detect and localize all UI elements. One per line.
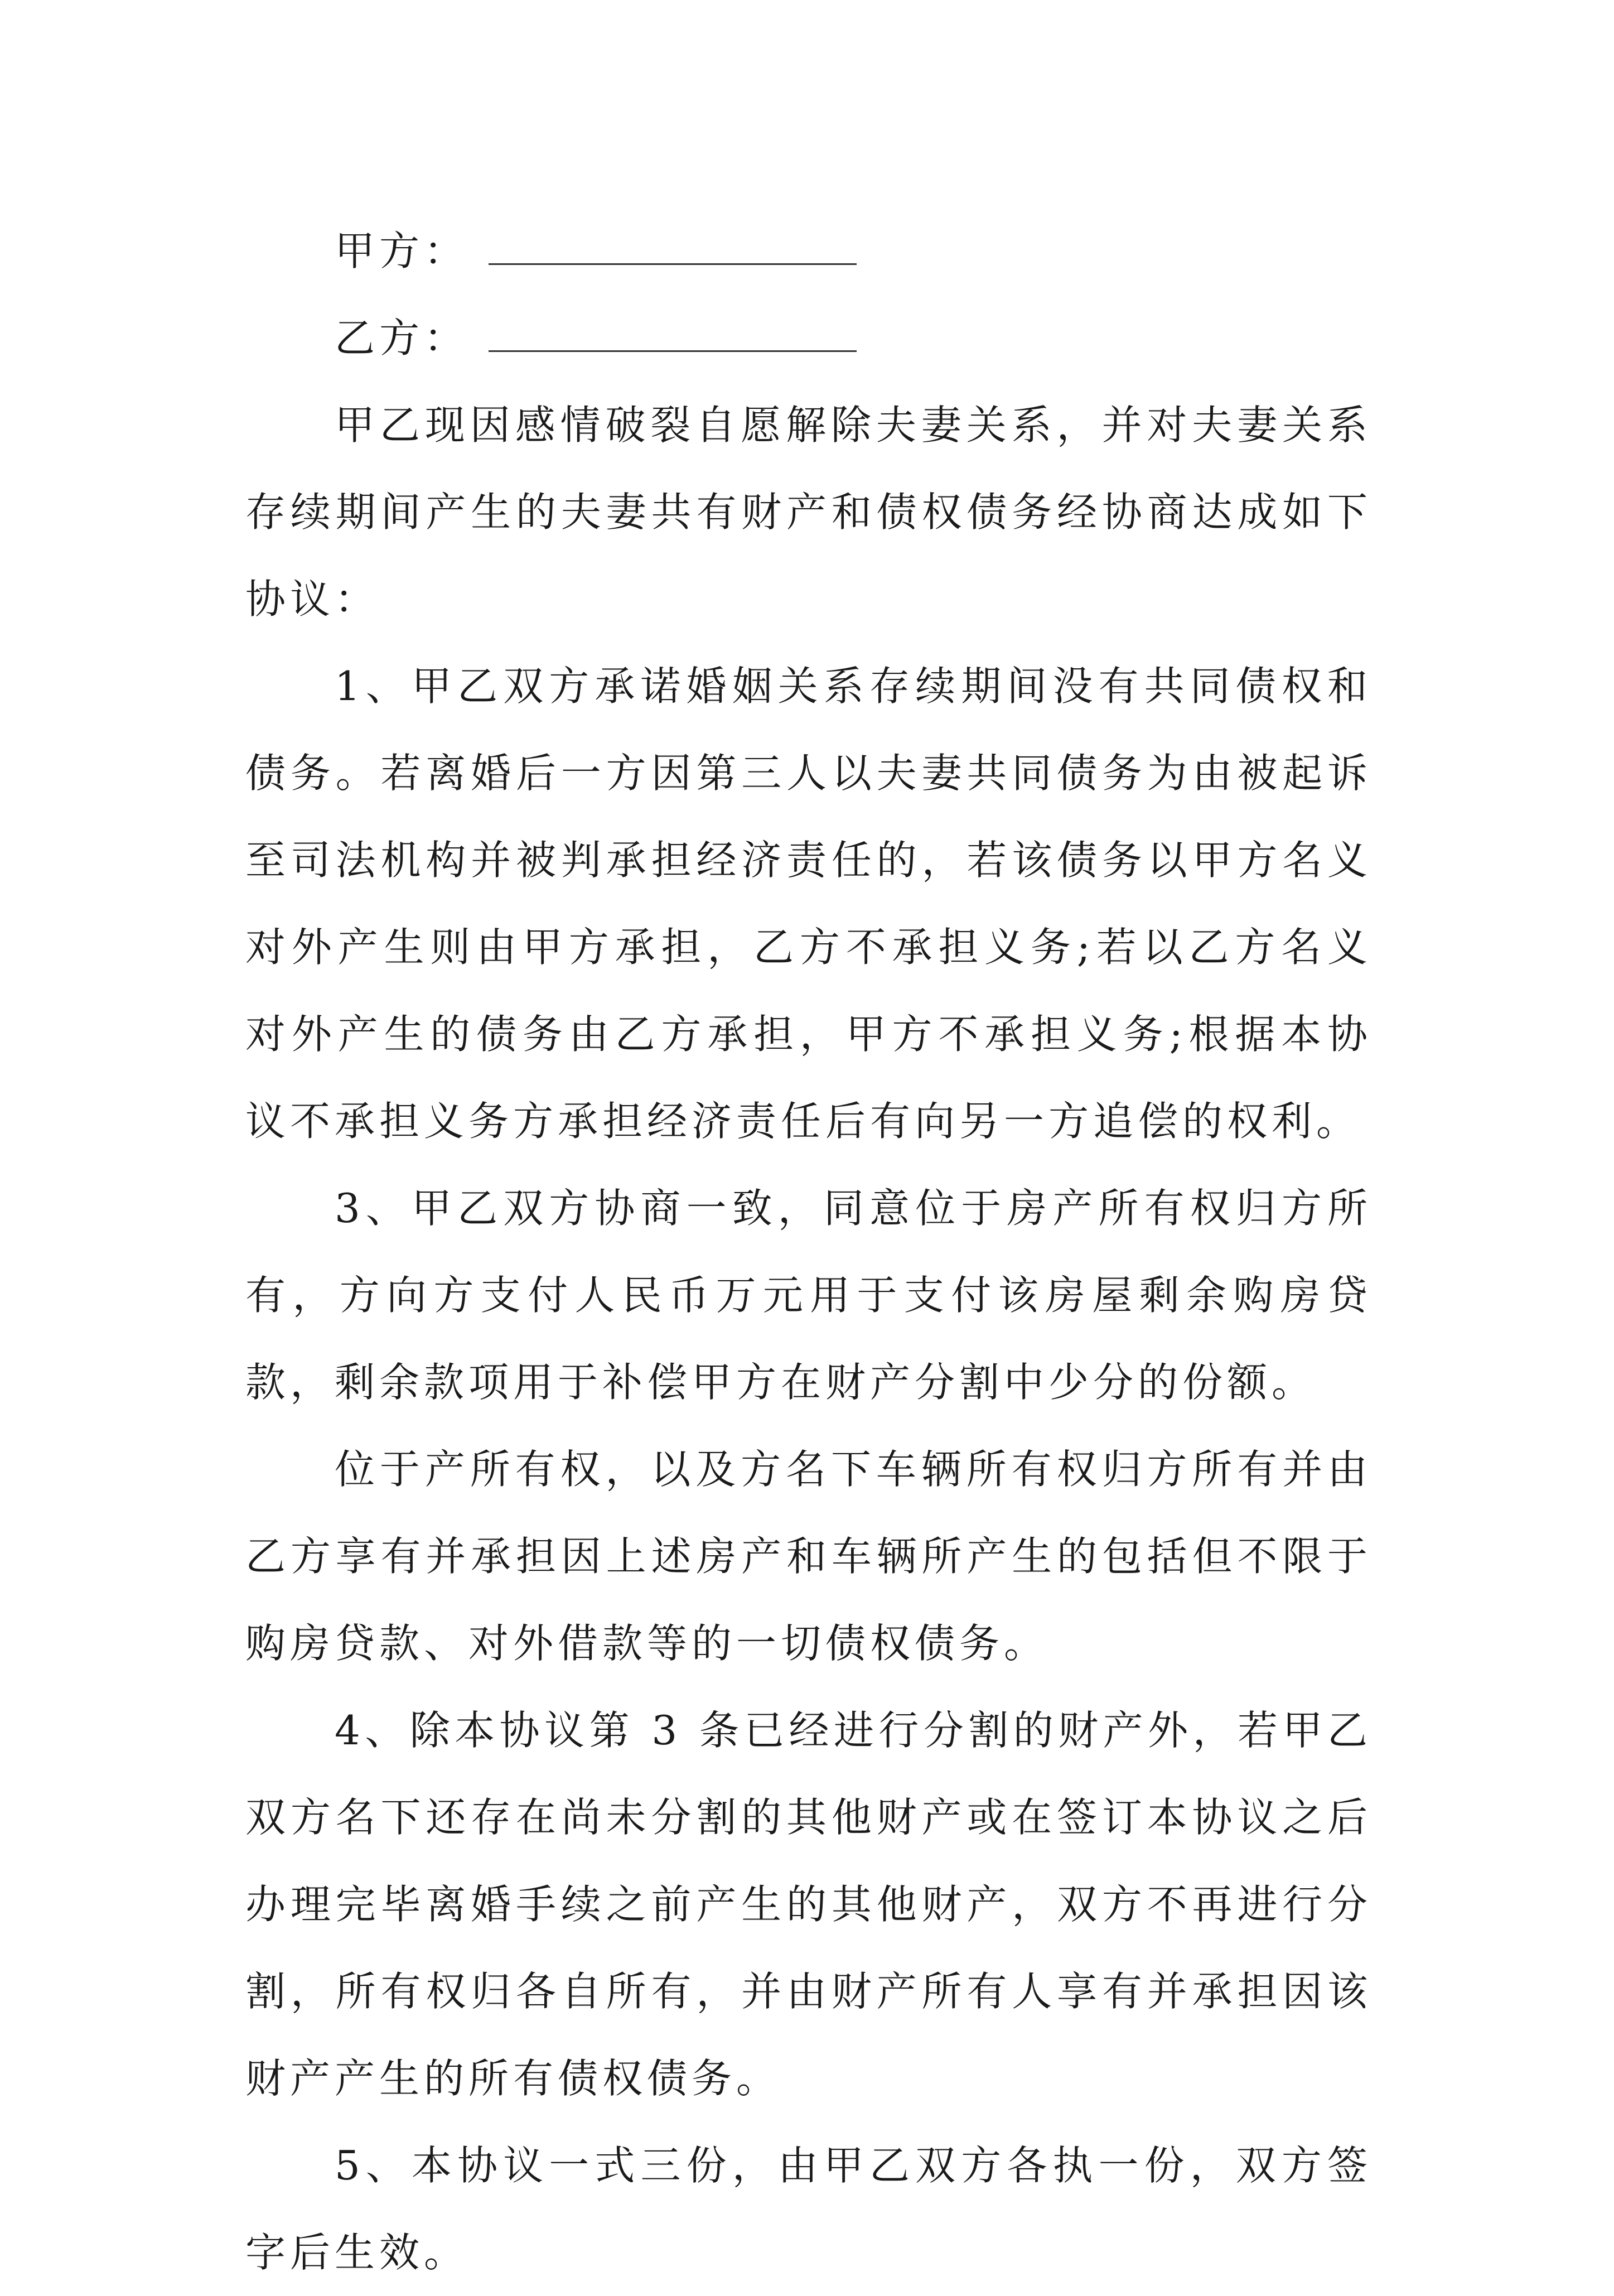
party-b-label: 乙方： xyxy=(335,315,469,361)
party-a-label: 甲方： xyxy=(335,228,469,274)
party-b-line xyxy=(245,295,1372,382)
party-a-blank xyxy=(489,230,857,265)
clause-3-paragraph: 3、甲乙双方协商一致，同意位于房产所有权归方所有，方向方支付人民币万元用于支付该房屋剩余购房贷款，剩余款项用于补偿甲方在财产分割中少分的份额。 xyxy=(245,1185,1372,1406)
party-b-blank xyxy=(489,317,857,352)
clause-4-paragraph: 4、除本协议第 3 条已经进行分割的财产外，若甲乙双方名下还存在尚未分割的其他财产或在签订本协议之后办理完毕离婚手续之前产生的其他财产，双方不再进行分割，所有权归各自所有，并由财产所有人享有并承担因该财产产生的所有债权债务。 xyxy=(245,1707,1372,2102)
clause-1-paragraph: 1、甲乙双方承诺婚姻关系存续期间没有共同债权和债务。若离婚后一方因第三人以夫妻共同债务为由被起诉至司法机构并被判承担经济责任的，若该债务以甲方名义对外产生则由甲方承担，乙方不承担义务;若以乙方名义对外产生的债务由乙方承担，甲方不承担义务;根据本协议不承担义务方承担经济责任后有向另一方追偿的权利。 xyxy=(245,663,1372,1145)
property-paragraph: 位于产所有权，以及方名下车辆所有权归方所有并由乙方享有并承担因上述房产和车辆所产生的包括但不限于购房贷款、对外借款等的一切债权债务。 xyxy=(245,1446,1372,1667)
preamble-paragraph: 甲乙现因感情破裂自愿解除夫妻关系，并对夫妻关系存续期间产生的夫妻共有财产和债权债务经协商达成如下协议： xyxy=(245,402,1372,623)
document-body xyxy=(245,208,1372,2296)
clause-5-paragraph: 5、本协议一式三份，由甲乙双方各执一份，双方签字后生效。 xyxy=(245,2142,1372,2276)
party-a-line xyxy=(245,208,1372,295)
